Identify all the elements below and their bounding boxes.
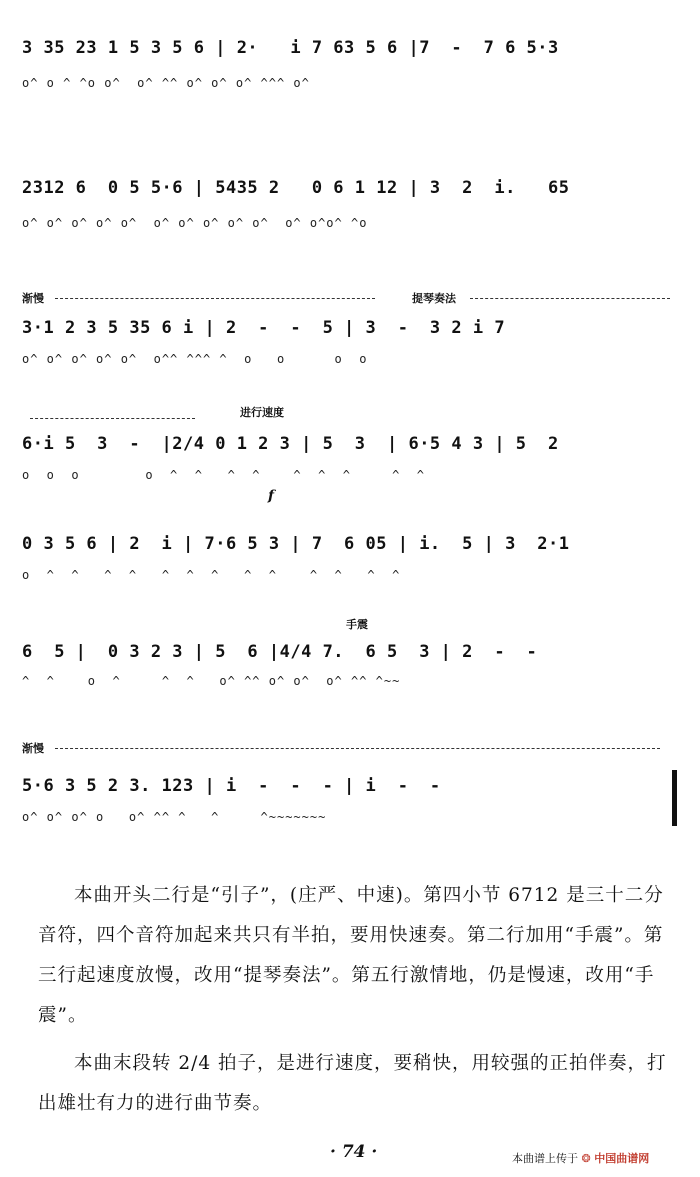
source-prefix: 本曲谱上传于 bbox=[512, 1152, 578, 1165]
tempo-dash-line bbox=[30, 418, 195, 419]
technique-annotation: 提琴奏法 bbox=[412, 292, 456, 305]
score-marks: o ^ ^ ^ ^ ^ ^ ^ ^ ^ ^ ^ ^ ^ bbox=[22, 568, 401, 582]
score-notes: 5·6 3 5 2 3. 123 | i - - - | i - - bbox=[22, 776, 441, 796]
explanation-paragraph-1: 本曲开头二行是“引子”，(庄严、中速)。第四小节 6712 是三十二分音符，四个音符加起来共只有半拍，要用快速奏。第二行加用“手震”。第三行起速度放慢，改用“提琴奏法”。第五行激情地，仍是慢速，改用“手震”。 bbox=[38, 885, 664, 1026]
technique-annotation: 手震 bbox=[346, 618, 368, 631]
score-notes: 0 3 5 6 | 2 i | 7·6 5 3 | 7 6 05 | i. 5 | 3 2·1 bbox=[22, 534, 570, 554]
page-number: · 74 · bbox=[330, 1142, 378, 1162]
tempo-dash-line bbox=[55, 748, 660, 749]
score-notes: 6 5 | 0 3 2 3 | 5 6 |4/4 7. 6 5 3 | 2 - - bbox=[22, 642, 538, 662]
tempo-annotation: 进行速度 bbox=[240, 406, 284, 419]
forte-mark: f bbox=[268, 488, 275, 504]
site-logo-text: 中国曲谱网 bbox=[594, 1152, 650, 1165]
score-marks: o o o o ^ ^ ^ ^ ^ ^ ^ ^ ^ bbox=[22, 468, 426, 482]
score-notes: 3·1 2 3 5 35 6 i | 2 - - 5 | 3 - 3 2 i 7 bbox=[22, 318, 506, 338]
explanation-paragraph-2: 本曲末段转 2/4 拍子，是进行速度，要稍快，用较强的正拍伴奏，打出雄壮有力的进行曲节奏。 bbox=[38, 1053, 667, 1114]
source-credit bbox=[512, 1150, 649, 1166]
score-notes: 2312 6 0 5 5·6 | 5435 2 0 6 1 12 | 3 2 i. 65 bbox=[22, 178, 570, 198]
tempo-dash-line bbox=[55, 298, 375, 299]
score-notes: 3 35 23 1 5 3 5 6 | 2· i 7 63 5 6 |7 - 7 6 5·3 bbox=[22, 38, 559, 58]
score-marks: o^ o^ o^ o^ o^ o^^ ^^^ ^ o o o o bbox=[22, 352, 368, 366]
score-marks: o^ o^ o^ o o^ ^^ ^ ^ ^~~~~~~~ bbox=[22, 810, 327, 824]
tempo-annotation: 渐慢 bbox=[22, 742, 44, 755]
score-marks: o^ o^ o^ o^ o^ o^ o^ o^ o^ o^ o^ o^o^ ^o bbox=[22, 216, 368, 230]
explanation-text bbox=[38, 876, 678, 1124]
site-logo-icon: ❂ bbox=[581, 1152, 591, 1165]
score-notes: 6·i 5 3 - |2/4 0 1 2 3 | 5 3 | 6·5 4 3 | 5 2 bbox=[22, 434, 559, 454]
tempo-annotation: 渐慢 bbox=[22, 292, 44, 305]
final-barline bbox=[672, 770, 677, 826]
technique-dash-line bbox=[470, 298, 670, 299]
score-marks: ^ ^ o ^ ^ ^ o^ ^^ o^ o^ o^ ^^ ^~~ bbox=[22, 674, 401, 688]
score-marks: o^ o ^ ^o o^ o^ ^^ o^ o^ o^ ^^^ o^ bbox=[22, 76, 310, 90]
